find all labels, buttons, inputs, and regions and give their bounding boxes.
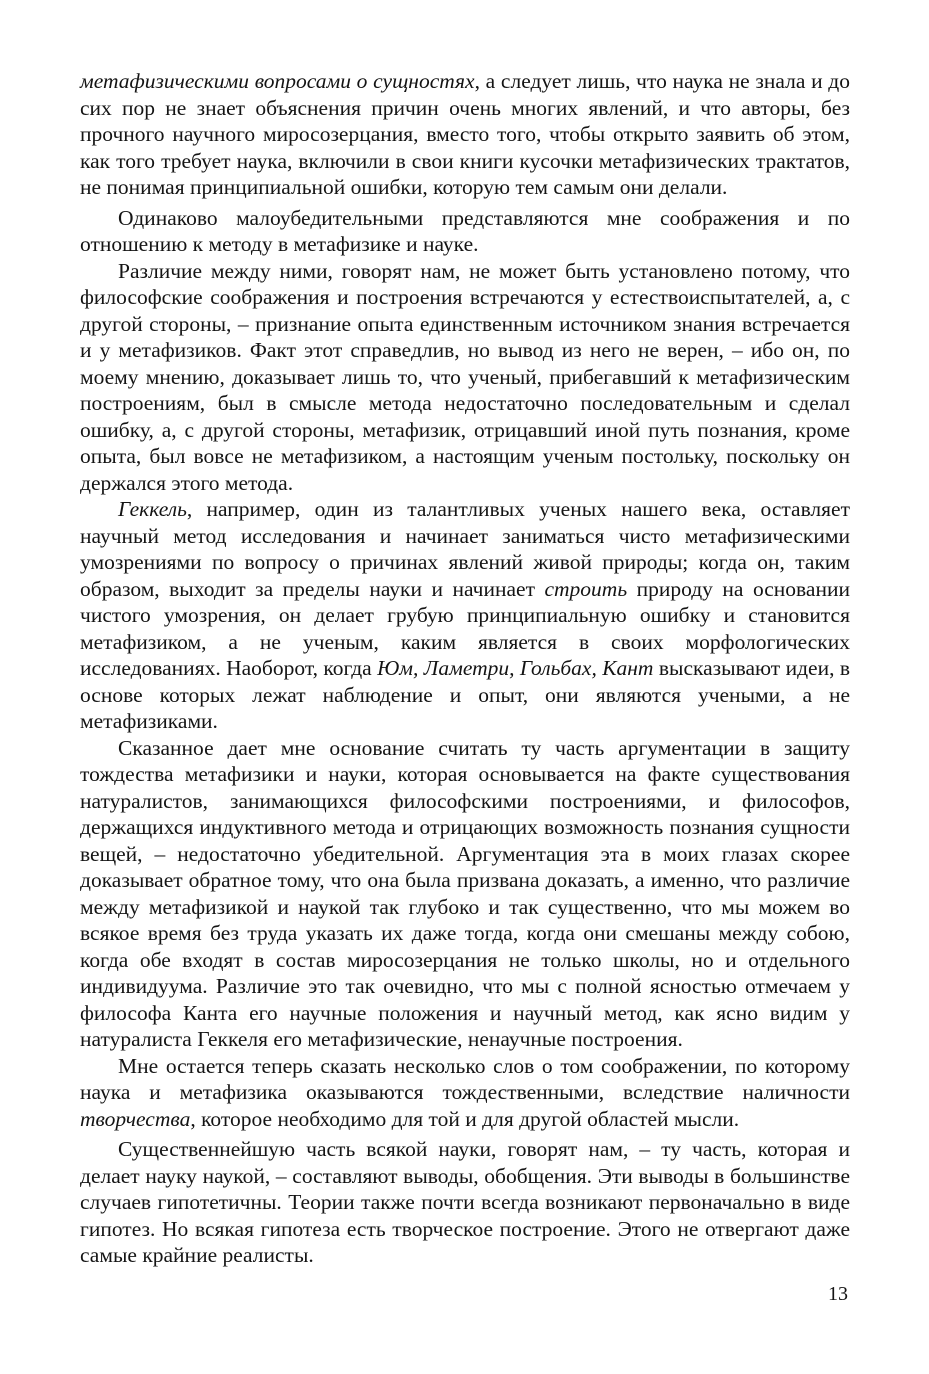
paragraph-2 — [80, 205, 850, 258]
paragraph-7-segment-1: Существеннейшую часть всякой науки, говорят нам, – ту часть, которая и делает науку наукой, – составляют выводы, обобщения. Эти выводы в большинстве случаев гипотетичны. Теории также почти всегда возникают первоначально в виде гипотез. Но всякая гипотеза есть творческое построение. Этого не отвергают даже самые крайние реалисты. — [80, 1137, 850, 1267]
paragraph-1 — [80, 68, 850, 201]
paragraph-4-segment-1: Геккель — [118, 497, 187, 521]
paragraph-4-segment-3: строить — [544, 576, 628, 601]
paragraph-4-segment-4: природу на основании чистого умозрения, он делает грубую принципиальную ошибку и становится метафизиком, а не ученым, каким является в своих морфологических исследованиях. Наоборот, когда — [80, 576, 850, 680]
paragraph-4-segment-2: , например, один из талантливых ученых нашего века, оставляет научный метод исследования и начинает заниматься чисто метафизическими умозрениями по вопросу о причинах явлений живой природы; когда он, таким образом, выходит за пределы науки и начинает — [80, 497, 850, 601]
paragraph-4-segment-6: высказывают идеи, в основе которых лежат наблюдение и опыт, они являются учеными, а не метафизиками. — [80, 656, 850, 733]
paragraph-1-segment-2: , а следует лишь, что наука не знала и до сих пор не знает объяснения причин очень многих явлений, и что авторы, без прочного научного миросозерцания, вместо того, чтобы открыто заявить об этом, как того требует наука, включили в свои книги кусочки метафизических трактатов, не понимая принципиальной ошибки, которую тем самым они делали. — [80, 69, 850, 199]
page-body — [80, 68, 850, 1269]
paragraph-2-segment-1: Одинаково малоубедительными представляются мне соображения и по отношению к методу в метафизике и науке. — [80, 205, 850, 256]
paragraph-6 — [80, 1053, 850, 1133]
paragraph-3-segment-1: Различие между ними, говорят нам, не может быть установлено потому, что философские соображения и построения встречаются у естествоиспытателей, а, с другой стороны, – признание опыта единственным источником знания встречается и у метафизиков. Факт этот справедлив, но вывод из него не верен, – ибо он, по моему мнению, доказывает лишь то, что ученый, прибегавший к метафизическим построениям, был в смысле метода недостаточно последовательным и сделал ошибку, а, с другой стороны, метафизик, отрицавший иной путь познания, кроме опыта, был вовсе не метафизиком, а настоящим ученым постольку, поскольку он держался этого метода. — [80, 258, 850, 495]
paragraph-4-segment-5: Юм, Ламетри, Гольбах, Кант — [377, 656, 654, 680]
page-number: 13 — [828, 1283, 848, 1305]
paragraph-5-segment-1: Сказанное дает мне основание считать ту часть аргументации в защиту тождества метафизики и науки, которая основывается на факте существования натуралистов, занимающихся философскими построениями, и философов, держащихся индуктивного метода и отрицающих возможность познания сущности вещей, – недостаточно убедительной. Аргументация эта в моих глазах скорее доказывает обратное тому, что она была призвана доказать, а именно, что различие между метафизикой и наукой так глубоко и так существенно, что мы можем во всякое время без труда указать их даже тогда, когда они смешаны между собою, когда обе входят в состав миросозерцания не только школы, но и отдельного индивидуума. Различие это так очевидно, что мы с полной ясностью отмечаем у философа Канта его научные положения и научный метод, как ясно видим у натуралиста Геккеля его метафизические, ненаучные построения. — [80, 735, 850, 1051]
paragraph-6-segment-1: Мне остается теперь сказать несколько слов о том соображении, по которому наука и метафизика оказываются тождественными, вследствие наличности — [80, 1053, 850, 1104]
paragraph-6-segment-3: , которое необходимо для той и для другой областей мысли. — [190, 1106, 740, 1131]
paragraph-5 — [80, 735, 850, 1053]
paragraph-1-segment-1: метафизическими вопросами о сущностях — [80, 69, 475, 93]
paragraph-6-segment-2: творчества — [80, 1106, 191, 1131]
paragraph-7 — [80, 1136, 850, 1269]
paragraph-3 — [80, 258, 850, 497]
paragraph-4 — [80, 496, 850, 735]
